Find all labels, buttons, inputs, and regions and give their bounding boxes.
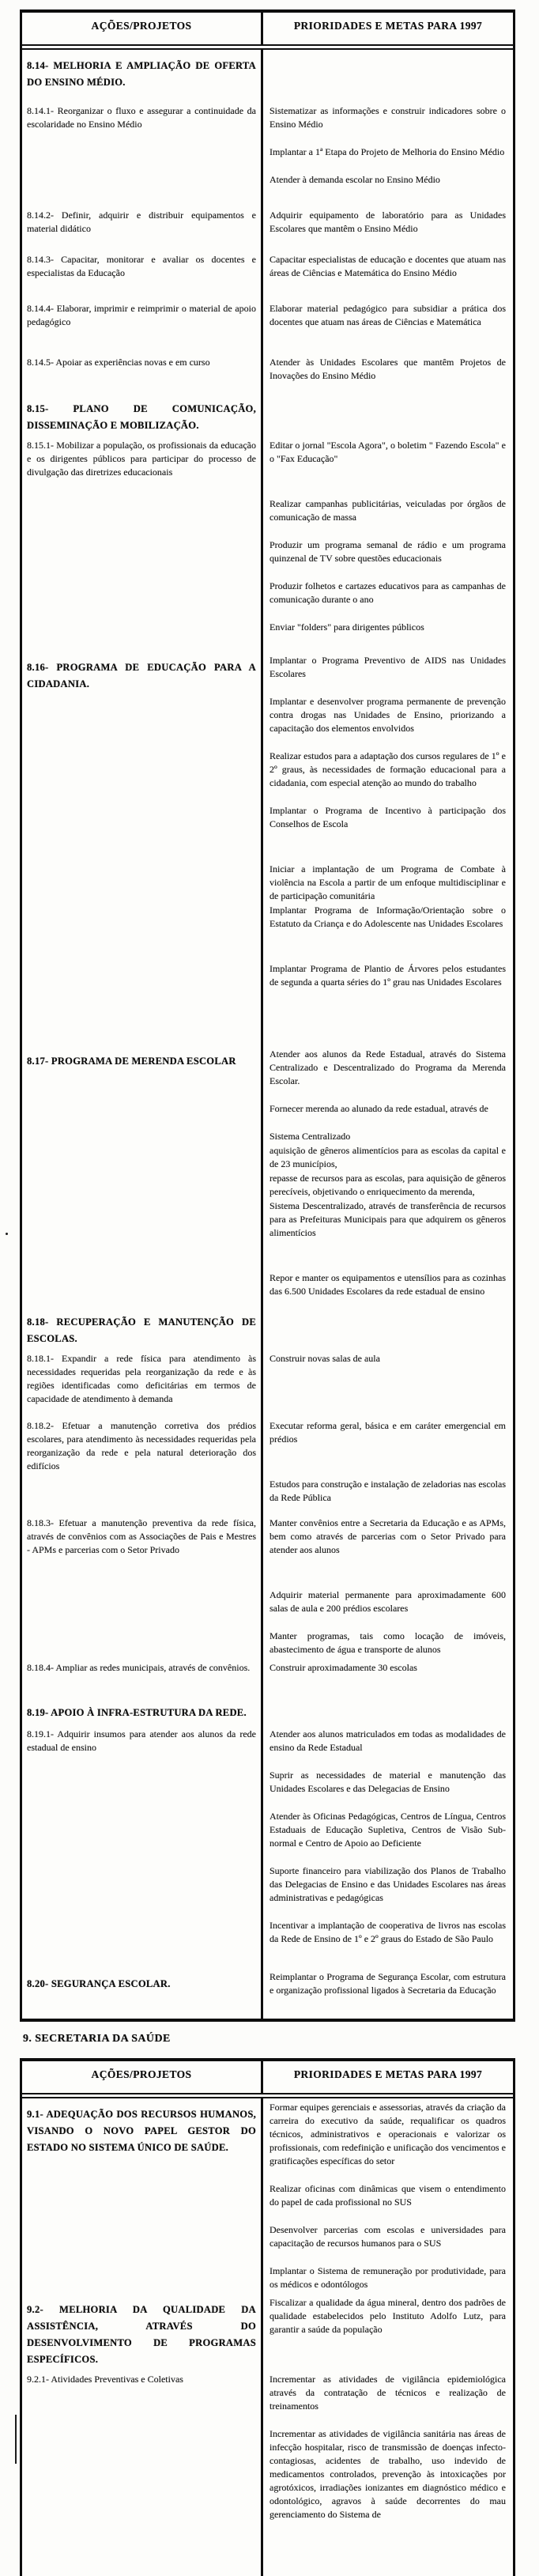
metas-cell: [261, 1417, 513, 1514]
meta-text: Implantar o Programa de Incentivo à participação dos Conselhos de Escola: [270, 805, 506, 829]
table-row: [22, 2098, 513, 2294]
meta-text: Realizar oficinas com dinâmicas que visem o entendimento do papel de cada profissional no SUS: [270, 2183, 506, 2208]
meta-text: Implantar e desenvolver programa permanente de prevenção contra drogas nas Unidades de Ensino, priorizando a capacitação dos elementos envolvidos: [270, 696, 506, 734]
meta-text: Fornecer merenda ao alunado da rede estadual, através de: [270, 1103, 488, 1114]
meta-text: Manter programas, tais como locação de imóveis, abastecimento de água e transporte de alunos: [270, 1630, 506, 1655]
action-text: 8.14- MELHORIA E AMPLIAÇÃO DE OFERTA DO ENSINO MÉDIO.: [27, 60, 256, 88]
action-text: 8.14.1- Reorganizar o fluxo e assegurar a continuidade da escolaridade no Ensino Médio: [27, 105, 256, 130]
actions-cell: [22, 1417, 261, 1514]
action-text: 8.18.2- Efetuar a manutenção corretiva dos prédios escolares, para atendimento às necessidades requeridas pela reorganização da rede e pela natural deterioração dos edifícios: [27, 1420, 256, 1471]
actions-cell: [22, 652, 261, 1045]
metas-cell: [261, 353, 513, 393]
meta-text: Realizar campanhas publicitárias, veiculadas por órgãos de comunicação de massa: [270, 498, 506, 523]
table-row: [22, 353, 513, 393]
table-row: [22, 102, 513, 206]
meta-text: repasse de recursos para as escolas, para aquisição de gêneros perecíveis, objetivando o enriquecimento da merenda,: [270, 1173, 506, 1197]
action-text: 8.14.3- Capacitar, monitorar e avaliar os docentes e especialistas da Educação: [27, 254, 256, 278]
table-row: [22, 436, 513, 652]
meta-text: Capacitar especialistas de educação e docentes que atuam nas áreas de Ciências e Matemática do Ensino Médio: [270, 254, 506, 278]
meta-text: Desenvolver parcerias com escolas e universidades para capacitação de recursos humanos para o SUS: [270, 2224, 506, 2249]
column-header: PRIORIDADES E METAS PARA 1997: [261, 2061, 513, 2093]
meta-text: Incrementar as atividades de vigilância sanitária nas áreas de infecção hospitalar, risco de transmissão de doenças infecto-contagiosas, acidentes de trabalho, uso indevido de medicamentos controlados, prevenção às intoxicações por agrotóxicos, irradiações ionizantes em diagnóstico médico e odontológico, agravos à saúde decorrentes do mau gerenciamento do Sistema de: [270, 2428, 506, 2520]
table-row: [22, 1725, 513, 1968]
action-text: 9.2- MELHORIA DA QUALIDADE DA ASSISTÊNCIA, ATRAVÉS DO DESENVOLVIMENTO DE PROGRAMAS ESPECÍFICOS.: [27, 2304, 256, 2365]
table-row: [22, 251, 513, 300]
meta-text: Enviar "folders" para dirigentes públicos: [270, 621, 424, 633]
actions-cell: [22, 1045, 261, 1306]
meta-text: Implantar o Sistema de remuneração por produtividade, para os médicos e odontólogos: [270, 2265, 506, 2290]
meta-text: Implantar a 1ª Etapa do Projeto de Melhoria do Ensino Médio: [270, 146, 505, 157]
metas-cell: [261, 2294, 513, 2370]
table-row: [22, 1417, 513, 1514]
meta-text: Atender às Oficinas Pedagógicas, Centros de Língua, Centros Estaduais de Educação Supletiva, Centros de Visão Sub-normal e Centro de Apoio ao Deficiente: [270, 1811, 506, 1849]
meta-text: Construir aproximadamente 30 escolas: [270, 1662, 417, 1673]
action-text: 8.18.3- Efetuar a manutenção preventiva da rede física, através de convênios com as Associações de Pais e Mestres - APMs e parcerias com o Setor Privado: [27, 1517, 256, 1555]
meta-text: Suprir as necessidades de material e manutenção das Unidades Escolares e das Delegacias de Ensino: [270, 1770, 506, 1794]
actions-cell: [22, 1350, 261, 1417]
meta-text: Implantar Programa de Plantio de Árvores pelos estudantes de segunda a quarta séries do 1º grau nas Unidades Escolares: [270, 963, 506, 988]
action-text: 8.14.2- Definir, adquirir e distribuir equipamentos e material didático: [27, 210, 256, 234]
table-row: [22, 1697, 513, 1725]
metas-cell: [261, 251, 513, 300]
table-row: [22, 1306, 513, 1350]
actions-cell: [22, 2098, 261, 2294]
table-row: [22, 2370, 513, 2576]
meta-text: Formar equipes gerenciais e assessorias, através da criação da carreira do executivo da saúde, requalificar os quadros técnicos, administrativos e operacionais e valorizar os profissionais, com redefinição e unificação dos vencimentos e gratificações específicas do setor: [270, 2102, 506, 2166]
action-text: 8.14.5- Apoiar as experiências novas e em curso: [27, 357, 210, 368]
meta-text: Produzir folhetos e cartazes educativos para as campanhas de comunicação durante o ano: [270, 580, 506, 605]
meta-text: Incrementar as atividades de vigilância epidemiológica através da contratação de técnicos e realização de treinamentos: [270, 2374, 506, 2412]
meta-text: Adquirir equipamento de laboratório para as Unidades Escolares que mantêm o Ensino Médio: [270, 210, 506, 234]
metas-cell: [261, 300, 513, 353]
table-row: [22, 1350, 513, 1417]
actions-cell: [22, 206, 261, 251]
meta-text: Implantar o Programa Preventivo de AIDS nas Unidades Escolares: [270, 655, 506, 679]
metas-cell: [261, 1514, 513, 1659]
table-row: [22, 50, 513, 102]
meta-text: Atender às Unidades Escolares que mantêm Projetos de Inovações do Ensino Médio: [270, 357, 506, 381]
metas-cell: [261, 102, 513, 206]
action-text: 8.15- PLANO DE COMUNICAÇÃO, DISSEMINAÇÃO E MOBILIZAÇÃO.: [27, 403, 256, 431]
meta-text: Elaborar material pedagógico para subsidiar a prática dos docentes que atuam nas áreas de Ciências e Matemática: [270, 303, 506, 327]
metas-cell: [261, 436, 513, 652]
table-row: [22, 1514, 513, 1659]
meta-text: Iniciar a implantação de um Programa de Combate à violência na Escola a partir de um enfoque multidisciplinar e de participação comunitária: [270, 863, 506, 901]
action-text: 9.2.1- Atividades Preventivas e Coletivas: [27, 2374, 183, 2385]
metas-cell: [261, 1659, 513, 1697]
table-row: [22, 2294, 513, 2370]
action-text: 8.19.1- Adquirir insumos para atender aos alunos da rede estadual de ensino: [27, 1728, 256, 1753]
actions-cell: [22, 1725, 261, 1968]
meta-text: Realizar estudos para a adaptação dos cursos regulares de 1º e 2º graus, às necessidades de formação educacional para a cidadania, com especial atenção ao mundo do trabalho: [270, 750, 506, 788]
table-row: [22, 1045, 513, 1306]
education-actions-table: [20, 9, 515, 2022]
meta-text: Suporte financeiro para viabilização dos Planos de Trabalho das Delegacias de Ensino e das Unidades Escolares nas áreas administrativas e pedagógicas: [270, 1865, 506, 1903]
table-row: [22, 393, 513, 436]
table-header-row: [22, 13, 513, 46]
action-text: 8.20- SEGURANÇA ESCOLAR.: [27, 1978, 171, 1989]
metas-cell: [261, 1725, 513, 1968]
actions-cell: [22, 393, 261, 436]
column-header: AÇÕES/PROJETOS: [91, 2068, 192, 2080]
meta-text: Atender à demanda escolar no Ensino Médio: [270, 174, 440, 185]
action-text: 8.15.1- Mobilizar a população, os profissionais da educação e os dirigentes públicos para participar do processo de divulgação das diretrizes educacionais: [27, 440, 256, 478]
metas-cell: [261, 206, 513, 251]
metas-cell: [261, 393, 513, 436]
column-header: PRIORIDADES E METAS PARA 1997: [261, 13, 513, 44]
table-row: [22, 1659, 513, 1697]
table-body: [22, 48, 513, 2019]
meta-text: Implantar Programa de Informação/Orientação sobre o Estatuto da Criança e do Adolescente nas Unidades Escolares: [270, 905, 506, 929]
metas-cell: [261, 1306, 513, 1350]
meta-text: Adquirir material permanente para aproximadamente 600 salas de aula e 200 prédios escolares: [270, 1589, 506, 1614]
scanned-document-page: [0, 9, 539, 2520]
table-body: [22, 2097, 513, 2576]
column-header: AÇÕES/PROJETOS: [91, 20, 192, 32]
actions-cell: [22, 2370, 261, 2576]
actions-cell: [22, 1968, 261, 2019]
action-text: 8.18- RECUPERAÇÃO E MANUTENÇÃO DE ESCOLAS.: [27, 1316, 256, 1344]
meta-text: Sistematizar as informações e construir indicadores sobre o Ensino Médio: [270, 105, 506, 130]
actions-cell: [22, 2294, 261, 2370]
actions-cell: [22, 251, 261, 300]
metas-cell: [261, 2370, 513, 2576]
actions-cell: [22, 1306, 261, 1350]
metas-cell: [261, 1045, 513, 1306]
scan-artifact: [6, 1233, 8, 1235]
action-text: 8.16- PROGRAMA DE EDUCAÇÃO PARA A CIDADANIA.: [27, 662, 256, 689]
table-row: [22, 206, 513, 251]
actions-cell: [22, 353, 261, 393]
meta-text: Incentivar a implantação de cooperativa de livros nas escolas da Rede de Ensino de 1º e 2º graus do Estado de São Paulo: [270, 1920, 506, 1944]
actions-cell: [22, 50, 261, 102]
table-row: [22, 652, 513, 1045]
action-text: 8.19- APOIO À INFRA-ESTRUTURA DA REDE.: [27, 1707, 247, 1718]
meta-text: Atender aos alunos da Rede Estadual, através do Sistema Centralizado e Descentralizado do Programa da Merenda Escolar.: [270, 1048, 506, 1086]
actions-cell: [22, 102, 261, 206]
table-row: [22, 1968, 513, 2019]
health-actions-table: [20, 2058, 515, 2576]
metas-cell: [261, 2098, 513, 2294]
meta-text: Atender aos alunos matriculados em todas as modalidades de ensino da Rede Estadual: [270, 1728, 506, 1753]
meta-text: Manter convênios entre a Secretaria da Educação e as APMs, bem como através de parcerias com o Setor Privado para atender aos alunos: [270, 1517, 506, 1555]
meta-text: Sistema Descentralizado, através de transferência de recursos para as Prefeituras Municipais para que adquirem os gêneros alimentícios: [270, 1200, 506, 1238]
metas-cell: [261, 652, 513, 1045]
meta-text: aquisição de gêneros alimentícios para as escolas da capital e de 23 municípios,: [270, 1145, 506, 1169]
table-row: [22, 300, 513, 353]
section-heading: 9. SECRETARIA DA SAÚDE: [23, 2033, 171, 2045]
table-header-row: [22, 2061, 513, 2094]
meta-text: Estudos para construção e instalação de zeladorias nas escolas da Rede Pública: [270, 1479, 506, 1503]
meta-text: Construir novas salas de aula: [270, 1353, 380, 1364]
metas-cell: [261, 50, 513, 102]
scan-artifact: [15, 2415, 17, 2464]
actions-cell: [22, 1514, 261, 1659]
metas-cell: [261, 1968, 513, 2019]
meta-text: Produzir um programa semanal de rádio e um programa quinzenal de TV sobre questões educacionais: [270, 539, 506, 564]
actions-cell: [22, 1659, 261, 1697]
meta-text: Fiscalizar a qualidade da água mineral, dentro dos padrões de qualidade estabelecidos pelo Instituto Adolfo Lutz, para garantir a saúde da população: [270, 2297, 506, 2335]
meta-text: Reimplantar o Programa de Segurança Escolar, com estrutura e organização profissional ligados à Secretaria da Educação: [270, 1971, 506, 1996]
meta-text: Executar reforma geral, básica e em caráter emergencial em prédios: [270, 1420, 506, 1445]
meta-text: Repor e manter os equipamentos e utensílios para as cozinhas das 6.500 Unidades Escolares da rede estadual de ensino: [270, 1272, 506, 1297]
metas-cell: [261, 1350, 513, 1417]
metas-cell: [261, 1697, 513, 1725]
action-text: 9.1- ADEQUAÇÃO DOS RECURSOS HUMANOS, VISANDO O NOVO PAPEL GESTOR DO ESTADO NO SISTEMA ÚNICO DE SAÚDE.: [27, 2109, 256, 2153]
action-text: 8.18.4- Ampliar as redes municipais, através de convênios.: [27, 1662, 251, 1673]
actions-cell: [22, 1697, 261, 1725]
actions-cell: [22, 436, 261, 652]
action-text: 8.17- PROGRAMA DE MERENDA ESCOLAR: [27, 1056, 236, 1067]
actions-cell: [22, 300, 261, 353]
meta-text: Sistema Centralizado: [270, 1131, 351, 1142]
action-text: 8.14.4- Elaborar, imprimir e reimprimir o material de apoio pedagógico: [27, 303, 256, 327]
action-text: 8.18.1- Expandir a rede física para atendimento às necessidades requeridas pela reorganização da rede e às regiões identificadas como deficitárias em termos de capacidade de atendimento à demanda: [27, 1353, 256, 1404]
meta-text: Editar o jornal "Escola Agora", o boletim " Fazendo Escola" e o "Fax Educação": [270, 440, 506, 464]
